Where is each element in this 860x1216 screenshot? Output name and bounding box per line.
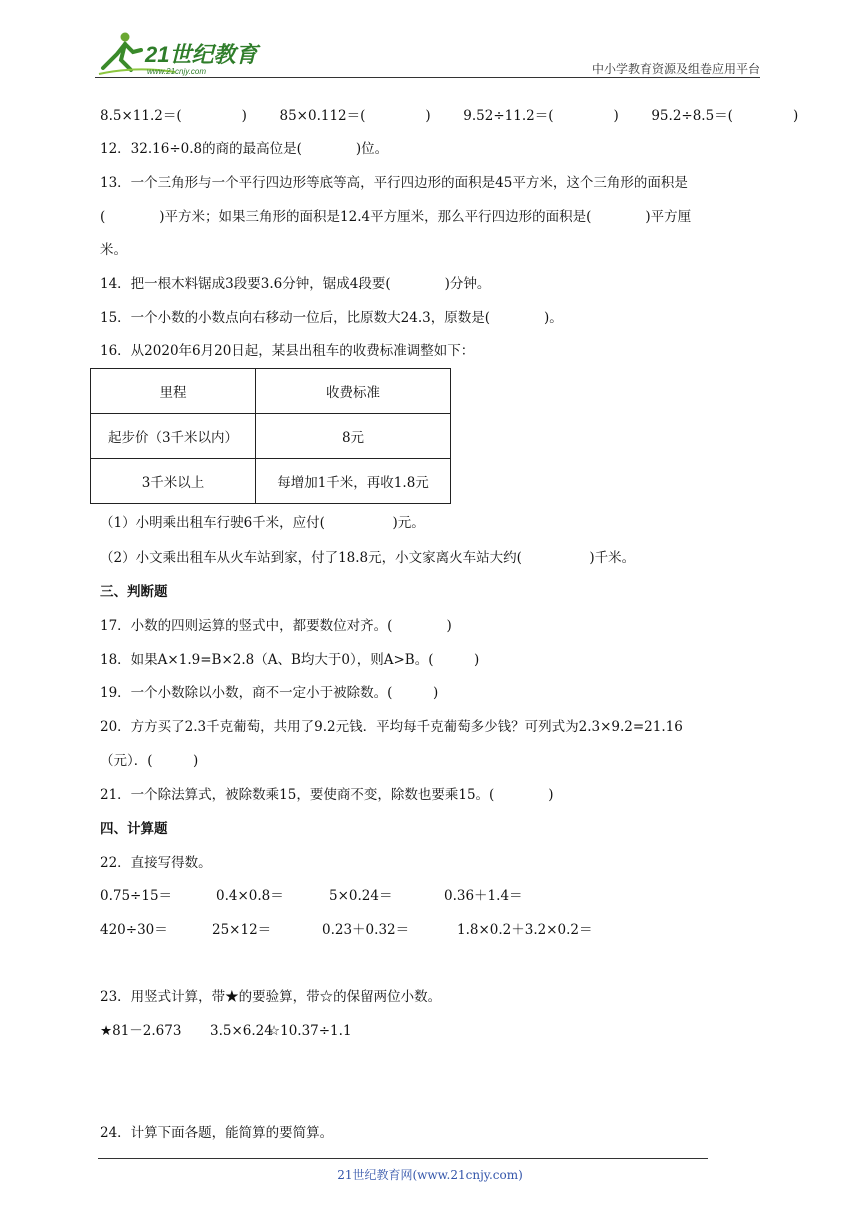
question-15: 15．一个小数的小数点向右移动一位后，比原数大24.3，原数是( )。 <box>100 310 563 326</box>
calc-item: ☆10.37÷1.1 <box>268 1023 352 1039</box>
question-19: 19．一个小数除以小数，商不一定小于被除数。( ) <box>100 685 439 701</box>
section-4-heading: 四、计算题 <box>100 821 168 837</box>
table-cell: 起步价（3千米以内） <box>91 414 256 459</box>
question-23: 23．用竖式计算，带★的要验算，带☆的保留两位小数。 <box>100 989 442 1005</box>
question-24: 24．计算下面各题，能简算的要简算。 <box>100 1125 334 1141</box>
question-13-line2: ( )平方米；如果三角形的面积是12.4平方厘米，那么平行四边形的面积是( )平方厘 <box>100 209 692 225</box>
svg-text:www.21cnjy.com: www.21cnjy.com <box>147 67 206 76</box>
question-14: 14．把一根木料锯成3段要3.6分钟，锯成4段要( )分钟。 <box>100 276 491 292</box>
calc-item: 1.8×0.2＋3.2×0.2＝ <box>457 922 593 938</box>
question-21: 21．一个除法算式，被除数乘15，要使商不变，除数也要乘15。( ) <box>100 787 554 803</box>
calc-item: 0.36＋1.4＝ <box>444 888 523 904</box>
footer-text: 21世纪教育网(www.21cnjy.com) <box>337 1168 523 1182</box>
page-header <box>95 30 760 80</box>
table-cell: 8元 <box>256 414 451 459</box>
calc-item: 0.4×0.8＝ <box>216 888 284 904</box>
table-header-cell: 收费标准 <box>256 369 451 414</box>
question-22-row2 <box>100 920 593 940</box>
question-13-line1: 13．一个三角形与一个平行四边形等底等高，平行四边形的面积是45平方米，这个三角形的面积是 <box>100 175 688 191</box>
question-11: 8.5×11.2＝( ) 85×0.112＝( ) 9.52÷11.2＝( ) 95.2÷8.5＝( ) <box>100 108 799 124</box>
table-row <box>91 459 451 504</box>
table-row <box>91 414 451 459</box>
question-13-line3: 米。 <box>100 242 127 258</box>
platform-name: 中小学教育资源及组卷应用平台 <box>591 62 760 76</box>
calc-item: 0.75÷15＝ <box>100 888 173 904</box>
question-20-line2: （元）．( ) <box>100 753 199 769</box>
question-23-items <box>100 1021 352 1041</box>
site-logo <box>95 30 265 78</box>
question-18: 18．如果A×1.9=B×2.8（A、B均大于0），则A>B。( ) <box>100 652 480 668</box>
table-cell: 每增加1千米，再收1.8元 <box>256 459 451 504</box>
calc-item: 0.23＋0.32＝ <box>322 922 410 938</box>
section-3-heading: 三、判断题 <box>100 584 168 600</box>
calc-item: ★81－2.673 <box>100 1023 182 1039</box>
calc-item: 5×0.24＝ <box>329 888 393 904</box>
fee-table <box>90 368 451 504</box>
table-cell: 3千米以上 <box>91 459 256 504</box>
question-20-line1: 20．方方买了2.3千克葡萄，共用了9.2元钱．平均每千克葡萄多少钱？可列式为2.3×9.2=21.16 <box>100 719 683 735</box>
question-22-row1 <box>100 886 523 906</box>
question-16: 16．从2020年6月20日起，某县出租车的收费标准调整如下： <box>100 343 475 359</box>
question-17: 17．小数的四则运算的竖式中，都要数位对齐。( ) <box>100 618 452 634</box>
svg-text:21世纪教育: 21世纪教育 <box>145 42 258 67</box>
table-header-cell: 里程 <box>91 369 256 414</box>
question-16-1: （1）小明乘出租车行驶6千米，应付( )元。 <box>100 515 425 531</box>
footer-divider <box>98 1158 708 1159</box>
calc-item: 420÷30＝ <box>100 922 168 938</box>
calc-item: 25×12＝ <box>212 922 272 938</box>
table-row <box>91 369 451 414</box>
calc-item: 3.5×6.24 <box>210 1023 273 1039</box>
question-16-2: （2）小文乘出租车从火车站到家，付了18.8元，小文家离火车站大约( )千米。 <box>100 550 636 566</box>
question-12: 12．32.16÷0.8的商的最高位是( )位。 <box>100 141 389 157</box>
header-divider <box>95 77 760 78</box>
question-22: 22．直接写得数。 <box>100 855 212 871</box>
